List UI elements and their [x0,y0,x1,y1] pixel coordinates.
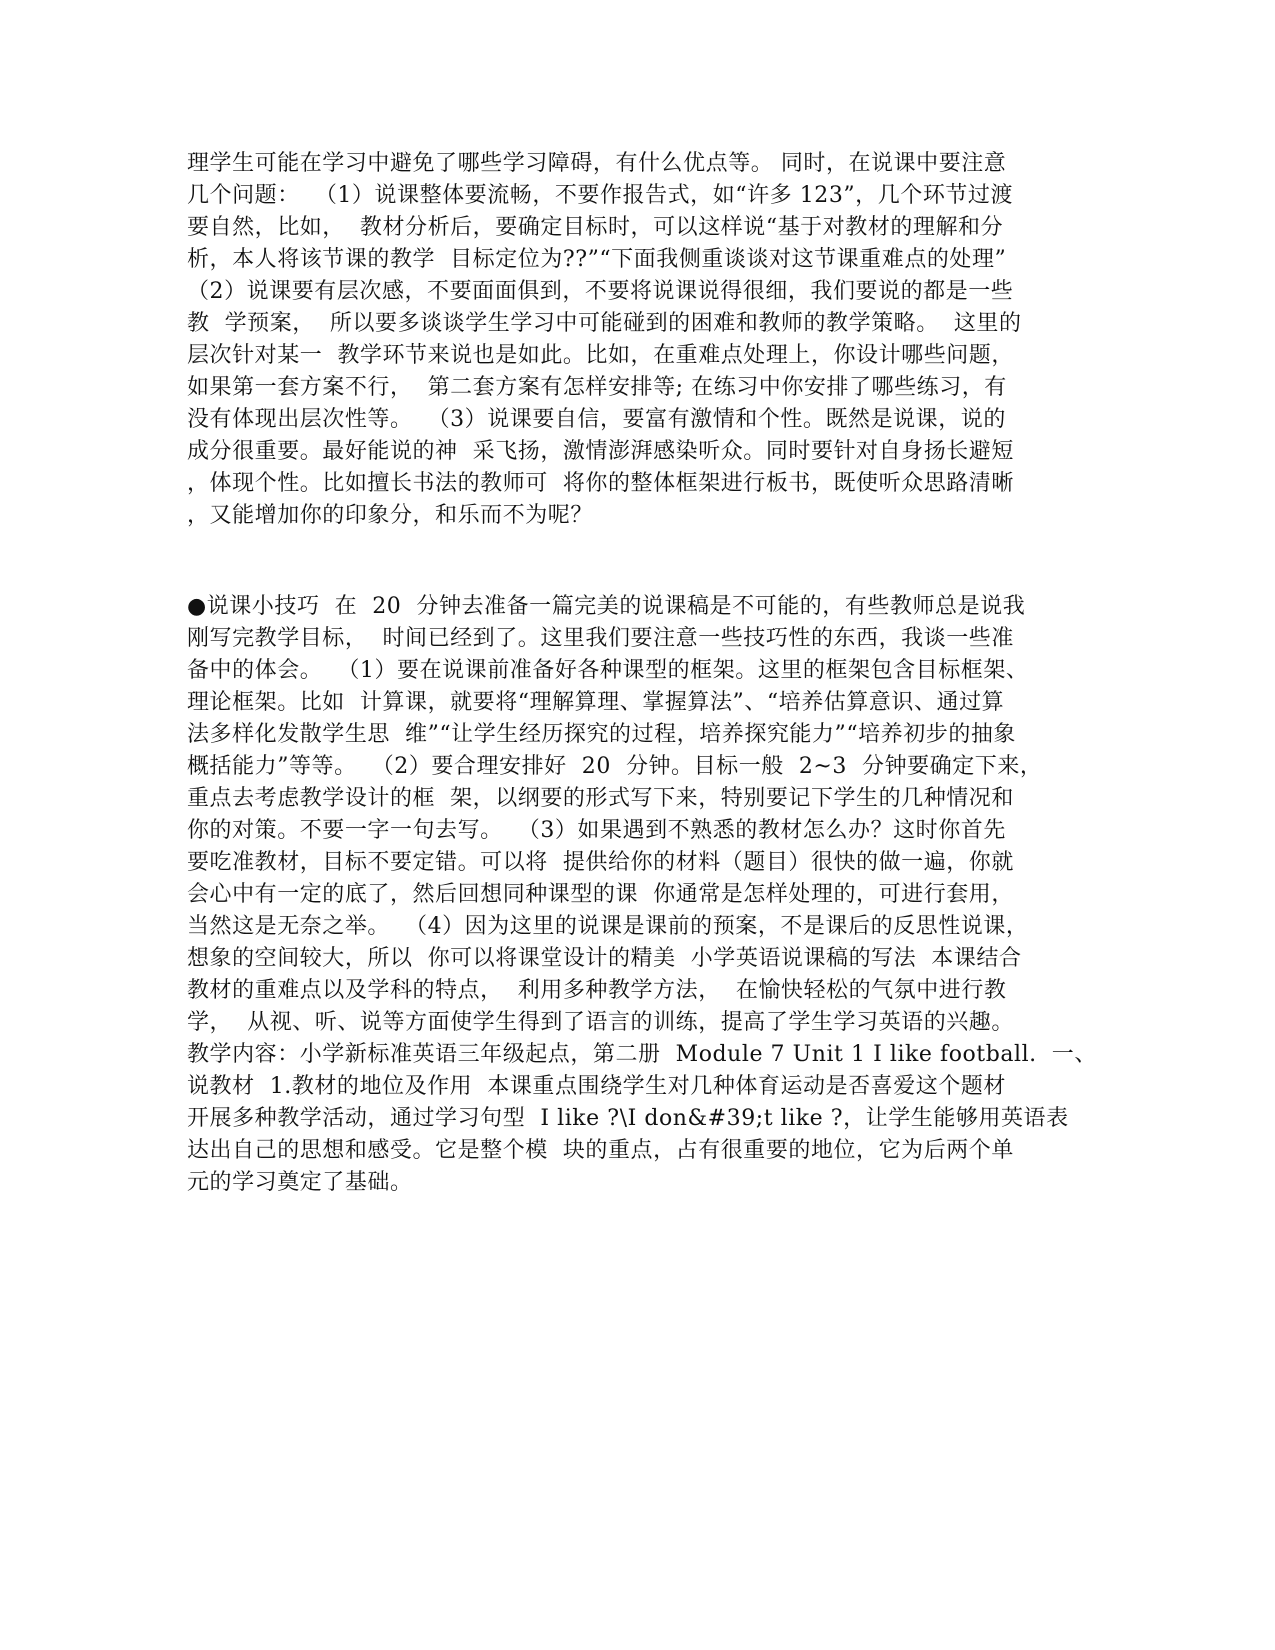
text-line: 想象的空间较大，所以 你可以将课堂设计的精美 小学英语说课稿的写法 本课结合 [187,946,1022,971]
text-line: （2）说课要有层次感，不要面面俱到，不要将说课说得很细，我们要说的都是一些 [187,279,1014,304]
text-line: 教 学预案， 所以要多谈谈学生学习中可能碰到的困难和教师的教学策略。 这里的 [187,311,1022,336]
text-line: 元的学习奠定了基础。 [187,1170,413,1195]
paragraph-1 [187,148,1089,532]
text-line: 如果第一套方案不行， 第二套方案有怎样安排等; 在练习中你安排了哪些练习，有 [187,375,1007,400]
text-line: 教材的重难点以及学科的特点， 利用多种教学方法， 在愉快轻松的气氛中进行教 [187,978,1007,1003]
text-line: ，又能增加你的印象分，和乐而不为呢？ [187,503,593,528]
text-line: 重点去考虑教学设计的框 架，以纲要的形式写下来，特别要记下学生的几种情况和 [187,786,1014,811]
text-line: 析，本人将该节课的教学 目标定位为??”“下面我侧重谈谈对这节课重难点的处理” [187,247,1007,272]
text-line: 几个问题： （1）说课整体要流畅，不要作报告式，如“许多 123”，几个环节过渡 [187,183,1014,208]
text-line: 要自然，比如， 教材分析后，要确定目标时，可以这样说“基于对教材的理解和分 [187,215,1004,240]
text-line: ●说课小技巧 在 20 分钟去准备一篇完美的说课稿是不可能的，有些教师总是说我 [187,594,1026,619]
text-line: 说教材 1.教材的地位及作用 本课重点围绕学生对几种体育运动是否喜爱这个题材 [187,1074,1006,1099]
paragraph-2 [187,591,1097,1199]
text-line: 会心中有一定的底了，然后回想同种课型的课 你通常是怎样处理的，可进行套用， [187,882,1014,907]
text-line: 理学生可能在学习中避免了哪些学习障碍，有什么优点等。 同时，在说课中要注意 [187,151,1007,176]
text-line: 概括能力”等等。 （2）要合理安排好 20 分钟。目标一般 2~3 分钟要确定下来， [187,754,1043,779]
text-line: ，体现个性。比如擅长书法的教师可 将你的整体框架进行板书，既使听众思路清晰 [187,471,1014,496]
text-line: 当然这是无奈之举。 （4）因为这里的说课是课前的预案，不是课后的反思性说课， [187,914,1029,939]
text-line: 要吃准教材，目标不要定错。可以将 提供给你的材料（题目）很快的做一遍，你就 [187,850,1014,875]
text-line: 学， 从视、听、说等方面使学生得到了语言的训练，提高了学生学习英语的兴趣。 [187,1010,1014,1035]
text-line: 你的对策。不要一字一句去写。 （3）如果遇到不熟悉的教材怎么办？这时你首先 [187,818,1006,843]
text-line: 成分很重要。最好能说的神 采飞扬，激情澎湃感染听众。同时要针对自身扬长避短 [187,439,1014,464]
text-line: 教学内容：小学新标准英语三年级起点，第二册 Module 7 Unit 1 I like football. 一、 [187,1042,1097,1067]
text-line: 法多样化发散学生思 维”“让学生经历探究的过程，培养探究能力”“培养初步的抽象 [187,722,1016,747]
text-line: 刚写完教学目标， 时间已经到了。这里我们要注意一些技巧性的东西，我谈一些准 [187,626,1014,651]
text-line: 备中的体会。 （1）要在说课前准备好各种课型的框架。这里的框架包含目标框架、 [187,658,1029,683]
text-line: 开展多种教学活动，通过学习句型 I like ?\I don&#39;t like ?，让学生能够用英语表 [187,1106,1069,1131]
text-line: 理论框架。比如 计算课，就要将“理解算理、掌握算法”、“培养估算意识、通过算 [187,690,1005,715]
text-line: 没有体现出层次性等。 （3）说课要自信，要富有激情和个性。既然是说课，说的 [187,407,1006,432]
text-line: 达出自己的思想和感受。它是整个模 块的重点，占有很重要的地位，它为后两个单 [187,1138,1014,1163]
text-line: 层次针对某一 教学环节来说也是如此。比如，在重难点处理上，你设计哪些问题， [187,343,1014,368]
